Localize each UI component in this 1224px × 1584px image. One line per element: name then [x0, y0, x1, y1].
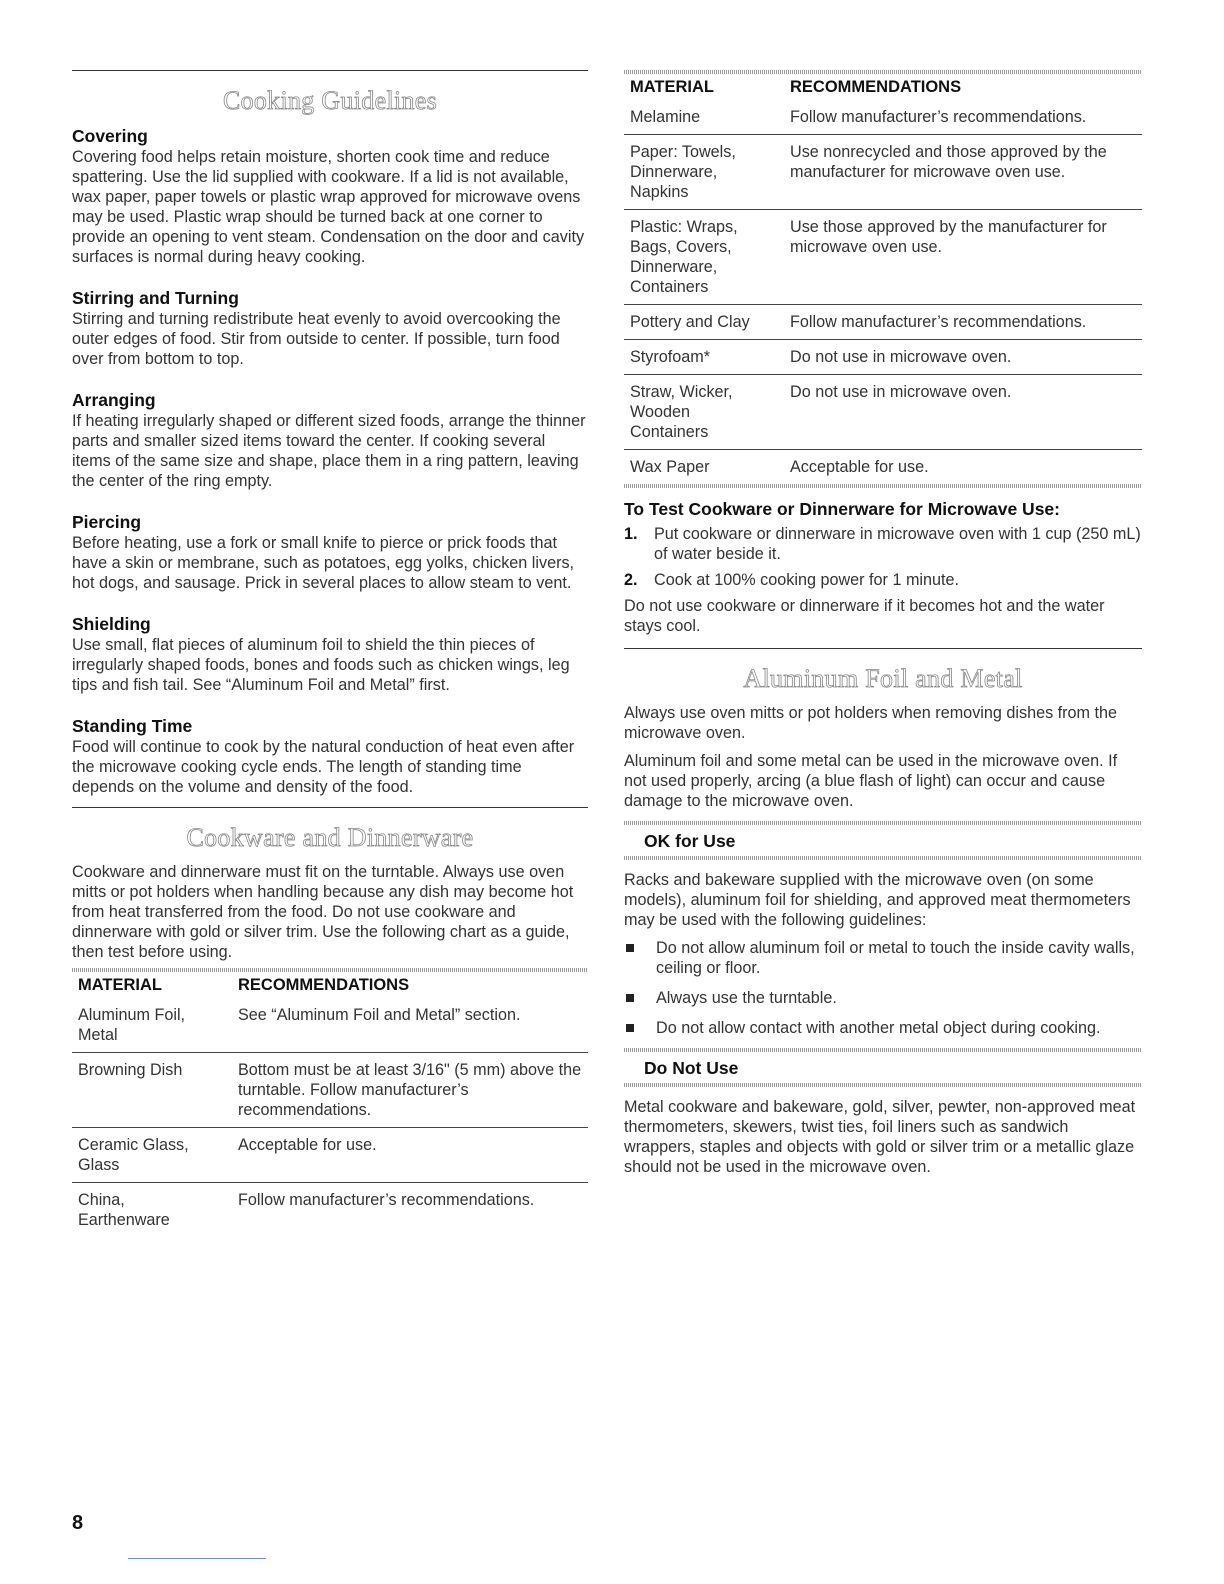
section-rule [72, 807, 588, 808]
dotted-divider [624, 856, 1142, 860]
table-row [624, 210, 1142, 305]
table-row [624, 100, 1142, 135]
bullet-square-icon [626, 1024, 634, 1032]
do-not-use-text: Metal cookware and bakeware, gold, silver, pewter, non-approved meat thermometers, skewers, twist ties, foil liners such as sandwich wrappers, staples and objects with gold or silver trim or a metallic glaze should not be used in the microwave oven. [624, 1098, 1136, 1176]
ok-for-use-text: Racks and bakeware supplied with the microwave oven (on some models), aluminum foil for shielding, and approved meat thermometers may be used with the following guidelines: [624, 871, 1131, 929]
header-material: MATERIAL [72, 972, 232, 998]
header-recommendations: RECOMMENDATIONS [232, 972, 588, 998]
list-item [624, 570, 1142, 590]
stirring-text: Stirring and turning redistribute heat evenly to avoid overcooking the outer edges of food. Stir from outside to center. If possible, turn food over from bottom to top. [72, 310, 561, 368]
material-cell: Melamine [624, 100, 784, 135]
table-row [624, 305, 1142, 340]
recommendation-cell: Use nonrecycled and those approved by the manufacturer for microwave oven use. [784, 135, 1142, 210]
stirring-heading: Stirring and Turning [72, 288, 239, 308]
left-column [72, 70, 588, 1237]
recommendation-cell: Follow manufacturer’s recommendations. [784, 100, 1142, 135]
piercing-heading: Piercing [72, 512, 142, 532]
cookware-table-left [72, 972, 588, 1237]
material-cell: Plastic: Wraps, Bags, Covers, Dinnerware, Containers [624, 210, 784, 305]
stirring-section [72, 287, 588, 369]
foil-paragraph-2: Aluminum foil and some metal can be used in the microwave oven. If not used properly, arcing (a blue flash of light) can occur and cause damage to the microwave oven. [624, 752, 1118, 810]
shielding-text: Use small, flat pieces of aluminum foil to shield the thin pieces of irregularly shaped foods, bones and foods such as chicken wings, leg tips and fish tail. See “Aluminum Foil and Metal” first. [72, 636, 570, 694]
ok-for-use-heading: OK for Use [644, 831, 736, 851]
covering-section [72, 125, 588, 267]
recommendation-cell: Do not use in microwave oven. [784, 340, 1142, 375]
dotted-divider [624, 1083, 1142, 1087]
step-text: Put cookware or dinnerware in microwave oven with 1 cup (250 mL) of water beside it. [654, 525, 1141, 563]
bullet-text: Do not allow aluminum foil or metal to touch the inside cavity walls, ceiling or floor. [656, 939, 1135, 977]
arranging-section [72, 389, 588, 491]
material-cell: Wax Paper [630, 458, 710, 476]
section-title-cookware: Cookware and Dinnerware [186, 823, 474, 852]
material-cell: Browning Dish [72, 1053, 232, 1128]
test-heading: To Test Cookware or Dinnerware for Microwave Use: [624, 499, 1060, 519]
right-column [624, 70, 1142, 1177]
table-body [72, 998, 588, 1237]
list-item [624, 524, 1142, 564]
do-not-use-heading: Do Not Use [644, 1058, 739, 1078]
test-note: Do not use cookware or dinnerware if it becomes hot and the water stays cool. [624, 597, 1105, 635]
section-rule [624, 648, 1142, 649]
header-recommendations: RECOMMENDATIONS [784, 74, 1142, 100]
table-row [624, 340, 1142, 375]
standing-heading: Standing Time [72, 716, 193, 736]
test-steps [624, 524, 1142, 590]
standing-text: Food will continue to cook by the natural conduction of heat even after the microwave cooking cycle ends. The length of standing time depends on the volume and density of the food. [72, 738, 575, 796]
material-cell: Pottery and Clay [624, 305, 784, 340]
material-cell: Styrofoam* [624, 340, 784, 375]
step-number: 2. [624, 571, 638, 589]
table-row [72, 1053, 588, 1128]
list-item [624, 988, 1142, 1008]
material-cell: China, Earthenware [78, 1191, 170, 1229]
piercing-text: Before heating, use a fork or small knife to pierce or prick foods that have a skin or membrane, such as potatoes, egg yolks, chicken livers, hot dogs, and sausage. Prick in several places to allow steam to vent. [72, 534, 575, 592]
foil-paragraph-1: Always use oven mitts or pot holders when removing dishes from the microwave oven. [624, 704, 1118, 742]
bullet-text: Do not allow contact with another metal object during cooking. [656, 1019, 1101, 1037]
covering-heading: Covering [72, 126, 148, 146]
bullet-square-icon [626, 994, 634, 1002]
cookware-table-right [624, 74, 1142, 484]
list-item [624, 938, 1142, 978]
ok-for-use-bullets [624, 938, 1142, 1038]
material-cell: Straw, Wicker, Wooden Containers [624, 375, 784, 450]
step-number: 1. [624, 525, 638, 543]
table-row [624, 450, 1142, 485]
header-material: MATERIAL [624, 74, 784, 100]
material-cell: Paper: Towels, Dinnerware, Napkins [624, 135, 784, 210]
page-number: 8 [72, 1512, 84, 1534]
shielding-heading: Shielding [72, 614, 151, 634]
recommendation-cell: Do not use in microwave oven. [784, 375, 1142, 450]
piercing-section [72, 511, 588, 593]
section-title-cooking-guidelines: Cooking Guidelines [222, 86, 438, 115]
covering-text: Covering food helps retain moisture, shorten cook time and reduce spattering. Use the lid supplied with cookware. If a lid is not available, wax paper, paper towels or plastic wrap approved for microwave ovens may be used. Plastic wrap should be turned back at one corner to provide an opening to vent steam. Condensation on the door and cavity surfaces is normal during heavy cooking. [72, 148, 585, 266]
material-cell: Aluminum Foil, Metal [72, 998, 232, 1053]
recommendation-cell: Acceptable for use. [790, 458, 929, 476]
shielding-section [72, 613, 588, 695]
material-cell: Ceramic Glass, Glass [72, 1128, 232, 1183]
table-header-row [72, 972, 588, 998]
recommendation-cell: See “Aluminum Foil and Metal” section. [232, 998, 588, 1053]
arranging-heading: Arranging [72, 390, 156, 410]
table-row [72, 998, 588, 1053]
bullet-square-icon [626, 944, 634, 952]
standing-section [72, 715, 588, 797]
table-row [72, 1128, 588, 1183]
table-row [72, 1183, 588, 1238]
recommendation-cell: Follow manufacturer’s recommendations. [238, 1191, 535, 1209]
table-row [624, 135, 1142, 210]
recommendation-cell: Acceptable for use. [232, 1128, 588, 1183]
list-item [624, 1018, 1142, 1038]
table-header-row [624, 74, 1142, 100]
bullet-text: Always use the turntable. [656, 989, 837, 1007]
recommendation-cell: Bottom must be at least 3/16" (5 mm) above the turntable. Follow manufacturer’s recommendations. [232, 1053, 588, 1128]
cookware-intro: Cookware and dinnerware must fit on the turntable. Always use oven mitts or pot holders when handling because any dish may become hot from heat transferred from the food. Do not use cookware and dinnerware with gold or silver trim. Use the following chart as a guide, then test before using. [72, 863, 574, 961]
footer-line [128, 1558, 266, 1559]
section-rule [72, 70, 588, 71]
arranging-text: If heating irregularly shaped or different sized foods, arrange the thinner parts and smaller sized items toward the center. If cooking several items of the same size and shape, place them in a ring pattern, leaving the center of the ring empty. [72, 412, 586, 490]
table-row [624, 375, 1142, 450]
table-body [624, 100, 1142, 484]
step-text: Cook at 100% cooking power for 1 minute. [654, 571, 960, 589]
section-title-aluminum-foil: Aluminum Foil and Metal [743, 664, 1023, 693]
recommendation-cell: Follow manufacturer’s recommendations. [784, 305, 1142, 340]
recommendation-cell: Use those approved by the manufacturer for microwave oven use. [784, 210, 1142, 305]
dotted-divider [624, 484, 1142, 488]
